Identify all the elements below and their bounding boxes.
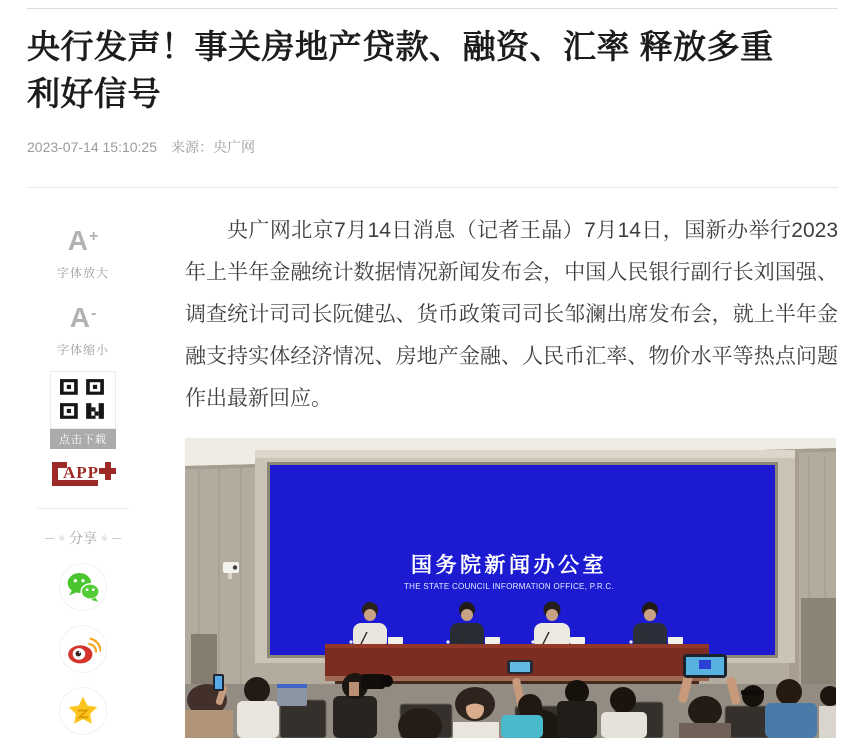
article-body [185,210,838,738]
app-logo[interactable] [50,458,116,495]
article-toolbar [27,210,185,738]
article-meta [27,137,838,157]
qzone-icon [65,693,101,729]
press-conference-photo [185,438,836,738]
source-name: 央广网 [213,139,255,155]
font-enlarge-button[interactable] [57,222,109,281]
qr-code-icon [50,371,116,429]
app-download-qr[interactable] [50,371,116,449]
font-enlarge-icon: A+ [67,225,99,256]
weibo-icon [65,631,101,667]
article-paragraph: 央广网北京7月14日消息（记者王晶）7月14日，国新办举行2023年上半年金融统计数据情况新闻发布会，中国人民银行副行长刘国强、调查统计司司长阮健弘、货币政策司司长邹澜出席发布会，就上半年金融支持实体经济情况、房地产金融、人民币汇率、物价水平等热点问题作出最新回应。 [185,219,838,410]
font-shrink-icon: A- [69,302,97,333]
share-heading: ※ 分享 ※ [45,528,120,548]
share-wechat-button[interactable] [59,563,107,611]
font-shrink-button[interactable] [57,299,109,358]
font-enlarge-label: 字体放大 [56,266,109,280]
stage-screen [255,450,795,663]
screen-title-text: 国务院新闻办公室 [411,554,607,577]
share-weibo-button[interactable] [59,625,107,673]
font-shrink-label: 字体缩小 [56,343,109,357]
sidebar-divider [37,508,129,509]
app-logo-text: APP [62,463,100,482]
qr-download-label: 点击下载 [50,429,116,449]
publish-time: 2023-07-14 15:10:25 [27,139,157,155]
source-label: 来源： [171,139,213,155]
article-photo [185,438,836,738]
screen-subtitle-text: THE STATE COUNCIL INFORMATION OFFICE, P.R.C. [403,582,615,591]
share-label: 分享 [69,530,97,546]
source [171,137,255,157]
share-qzone-button[interactable] [59,687,107,735]
page-title: 央行发声！事关房地产贷款、融资、汇率 释放多重利好信号 [27,28,774,112]
wechat-icon [65,569,101,605]
